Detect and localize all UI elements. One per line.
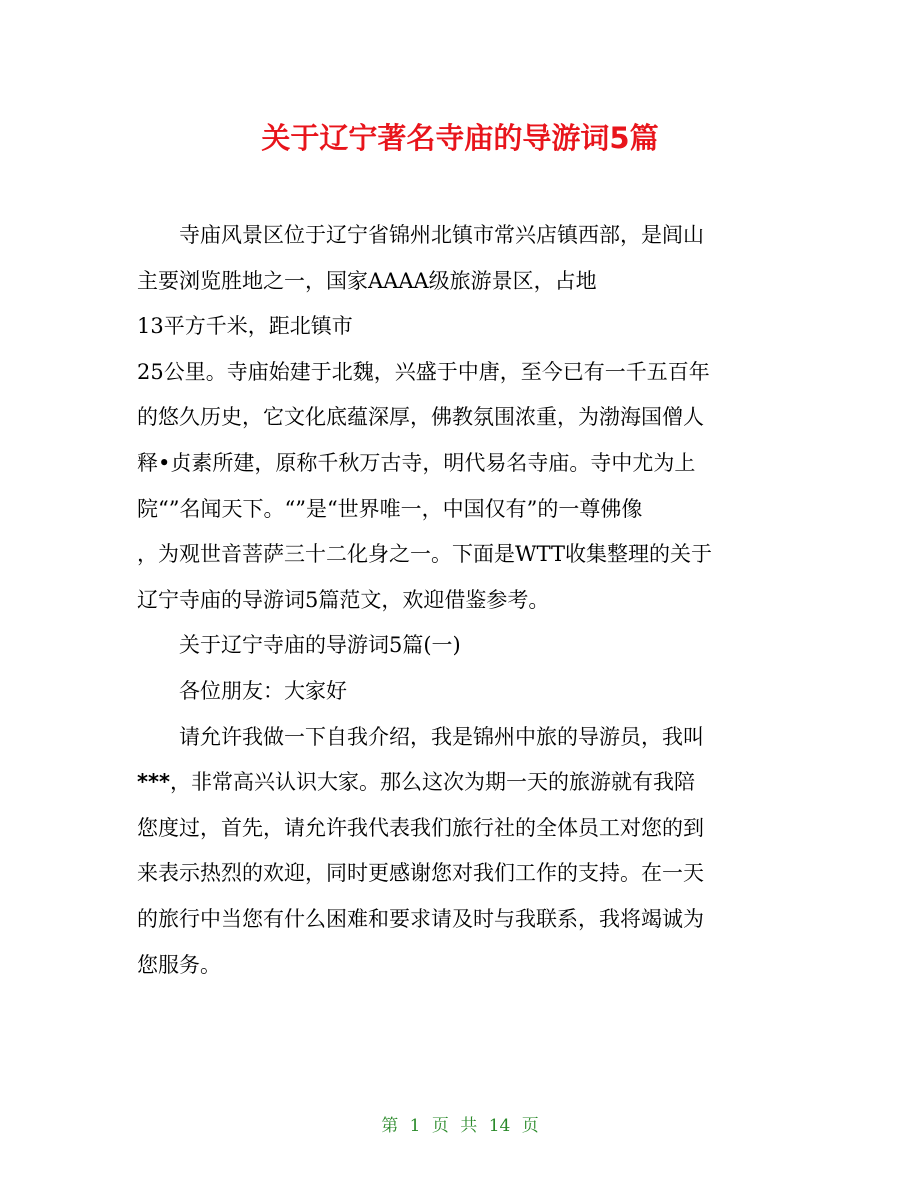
- paragraph-line: [137, 760, 787, 806]
- paragraph-line-text: ，非常高兴认识大家。那么这次为期一天的旅游就有我陪: [169, 770, 695, 795]
- paragraph-line: 您度过，首先，请允许我代表我们旅行社的全体员工对您的到: [137, 815, 704, 840]
- document-title: 关于辽宁著名寺庙的导游词5篇: [261, 121, 659, 155]
- paragraph-line: 主要浏览胜地之一，国家AAAA级旅游景区，占地: [137, 268, 597, 293]
- paragraph-line: 13平方千米，距北镇市: [137, 314, 353, 339]
- paragraph-line: 的悠久历史，它文化底蕴深厚，佛教氛围浓重，为渤海国僧人: [137, 405, 704, 430]
- paragraph-line: ，为观世音菩萨三十二化身之一。下面是WTT收集整理的关于: [137, 542, 712, 567]
- section-heading: 关于辽宁寺庙的导游词5篇(一): [179, 633, 461, 658]
- paragraph-line: 来表示热烈的欢迎，同时更感谢您对我们工作的支持。在一天: [137, 861, 704, 886]
- paragraph-line: 院“”名闻天下。“”是“世界唯一，中国仅有”的一尊佛像: [137, 496, 643, 521]
- document-body: [137, 213, 787, 988]
- paragraph-line: 的旅行中当您有什么困难和要求请及时与我联系，我将竭诚为: [137, 906, 704, 931]
- paragraph-line: 您服务。: [137, 952, 221, 977]
- paragraph-line: 请允许我做一下自我介绍，我是锦州中旅的导游员，我叫: [179, 724, 704, 749]
- paragraph-line: 辽宁寺庙的导游词5篇范文，欢迎借鉴参考。: [137, 587, 550, 612]
- greeting-line: 各位朋友：大家好: [179, 678, 347, 703]
- page-indicator: 第 1 页 共 14 页: [381, 1116, 539, 1136]
- paragraph-line: 25公里。寺庙始建于北魏，兴盛于中唐，至今已有一千五百年: [137, 359, 710, 384]
- paragraph-line: 释•贞素所建，原称千秋万古寺，明代易名寺庙。寺中尤为上: [137, 450, 696, 475]
- redacted-name: ***: [137, 770, 170, 795]
- paragraph-line: 寺庙风景区位于辽宁省锦州北镇市常兴店镇西部，是闾山: [179, 223, 704, 247]
